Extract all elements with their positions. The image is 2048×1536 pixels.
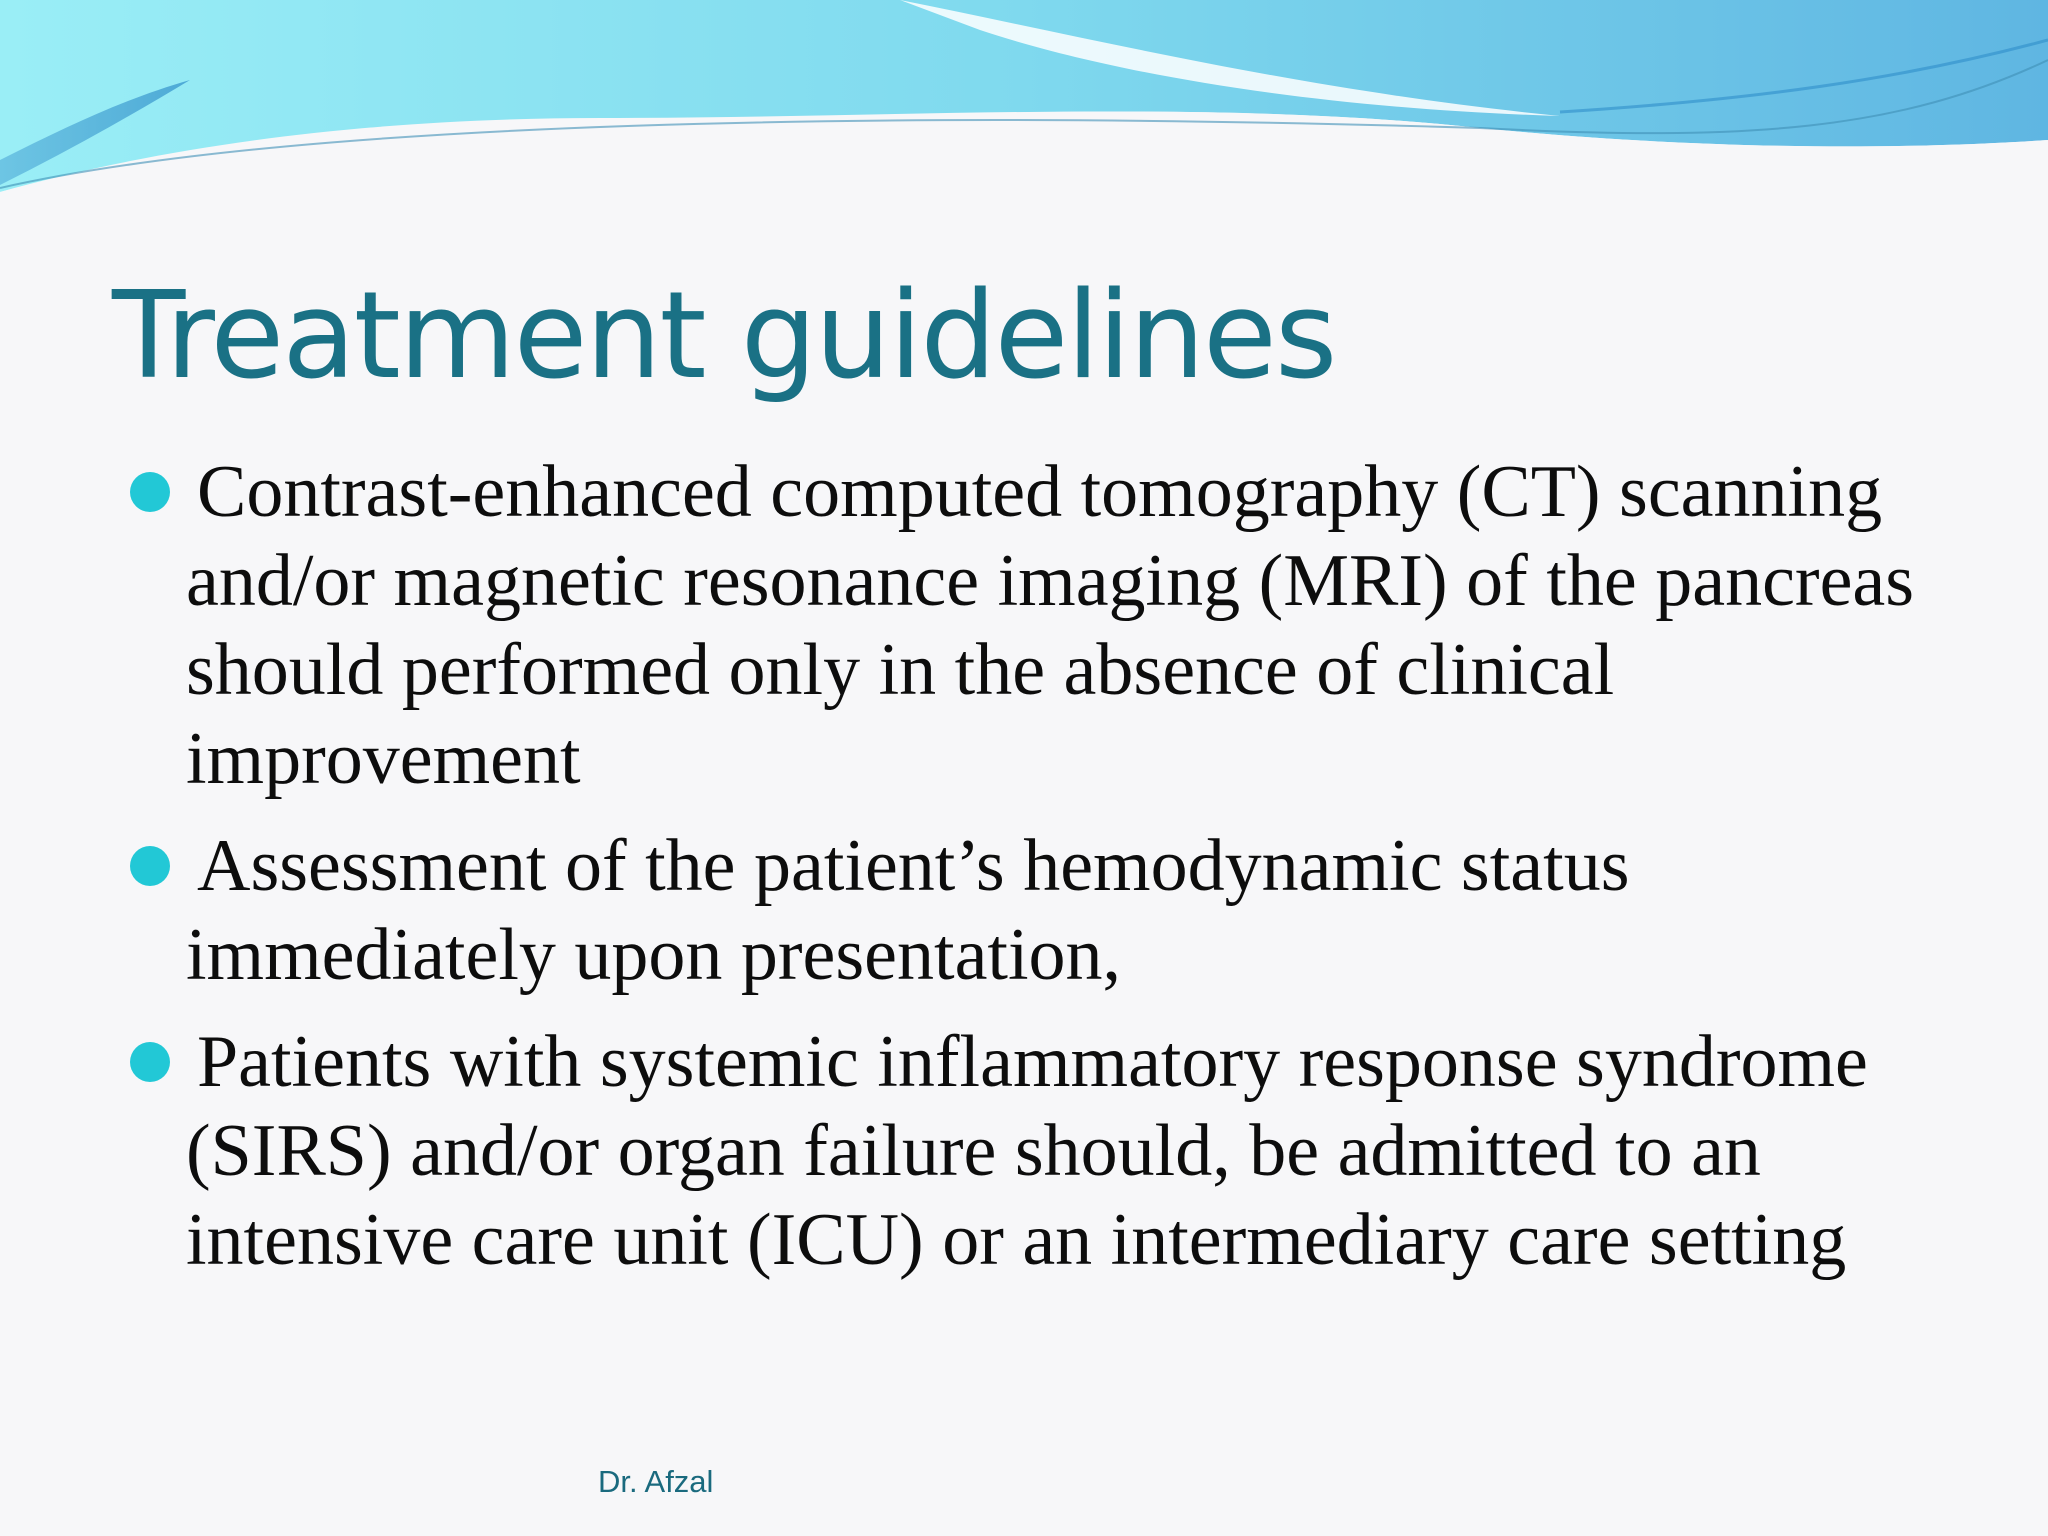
bullet-list xyxy=(130,448,2010,1303)
bullet-text: Patients with systemic inflammatory response syndrome (SIRS) and/or organ failure should, be admitted to an intensive care unit (ICU) or an intermediary care setting xyxy=(186,1021,1868,1281)
bullet-dot-icon xyxy=(130,472,170,512)
bullet-dot-icon xyxy=(130,1042,170,1082)
bullet-text: Contrast-enhanced computed tomography (CT) scanning and/or magnetic resonance imaging (MRI) of the pancreas should performed only in the absence of clinical improvement xyxy=(186,451,1915,800)
bullet-item xyxy=(130,1018,2010,1285)
slide-title: Treatment guidelines xyxy=(112,267,1336,406)
bullet-item xyxy=(130,448,2010,804)
bullet-text: Assessment of the patient’s hemodynamic status immediately upon presentation, xyxy=(186,825,1630,996)
footer-author: Dr. Afzal xyxy=(598,1464,714,1499)
bullet-dot-icon xyxy=(130,846,170,886)
header-wave-decoration xyxy=(0,0,2048,240)
bullet-item xyxy=(130,822,2010,1000)
